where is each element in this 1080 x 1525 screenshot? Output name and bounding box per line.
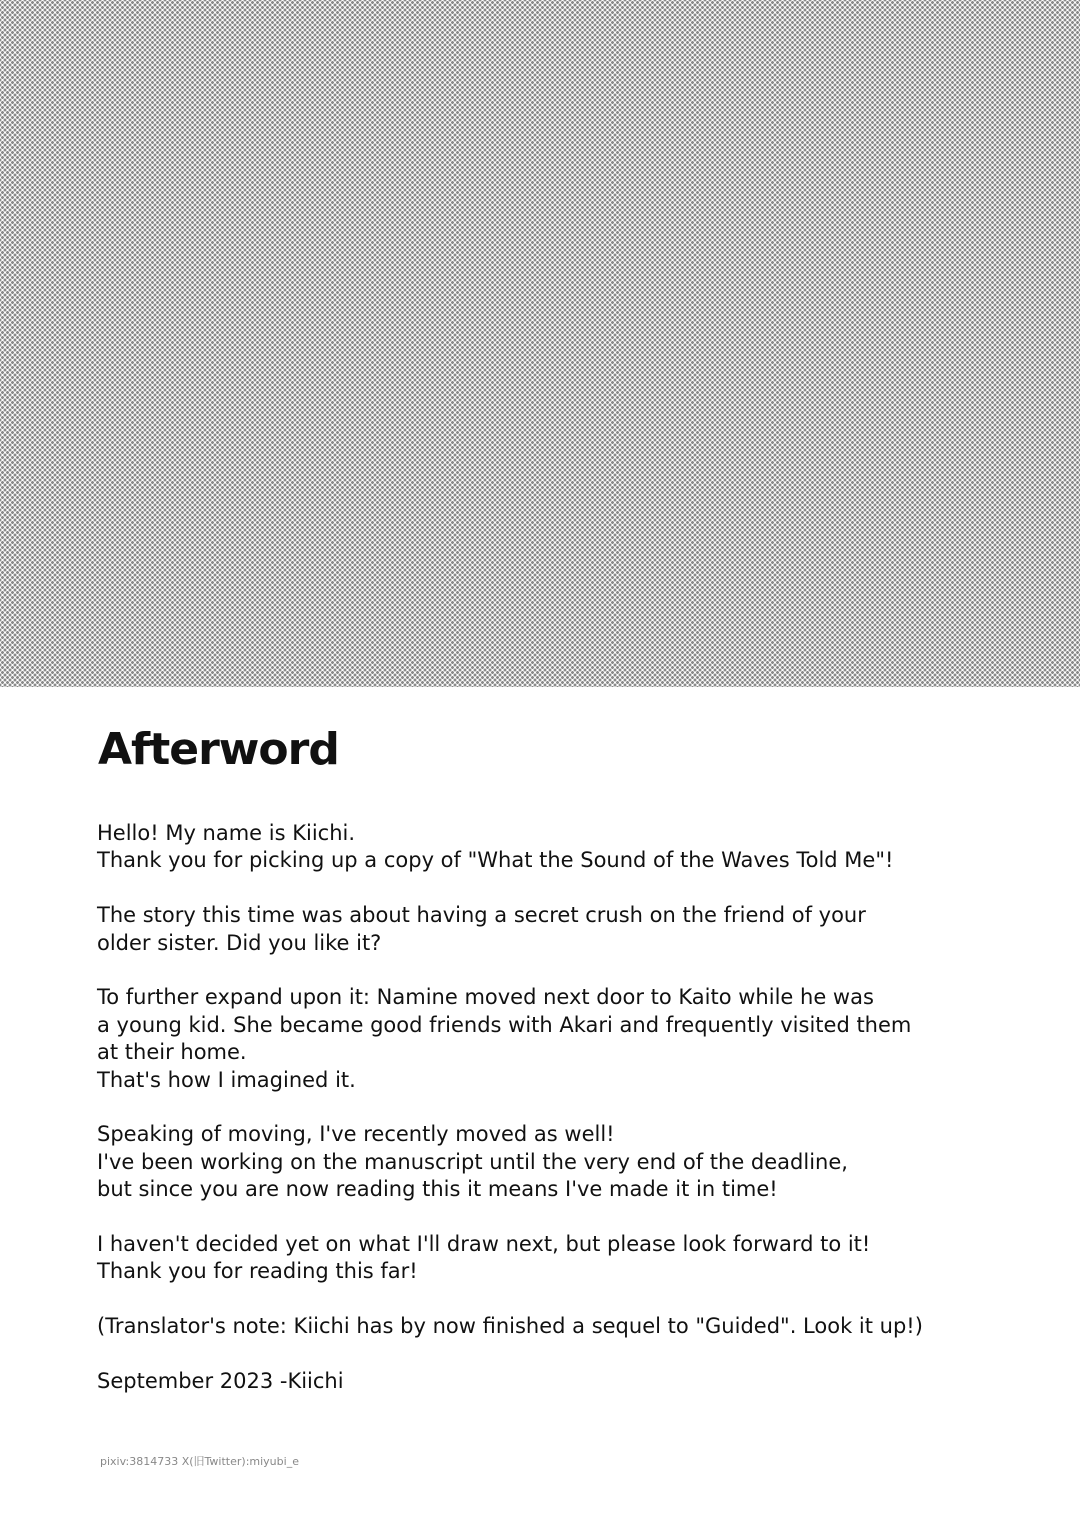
text-line: I've been working on the manuscript until the very end of the deadline, xyxy=(97,1149,848,1174)
text-line: (Translator's note: Kiichi has by now finished a sequel to "Guided". Look it up!) xyxy=(97,1314,923,1339)
paragraph xyxy=(97,1313,923,1340)
paragraph xyxy=(97,1368,923,1395)
paragraph xyxy=(97,902,923,957)
paragraph xyxy=(97,820,923,875)
text-line: older sister. Did you like it? xyxy=(97,930,382,955)
text-line: To further expand upon it: Namine moved next door to Kaito while he was xyxy=(97,985,874,1010)
halftone-screentone-panel xyxy=(0,0,1080,687)
text-line: Thank you for reading this far! xyxy=(97,1259,418,1284)
text-line: September 2023 -Kiichi xyxy=(97,1369,344,1394)
artist-credit: pixiv:3814733 X(旧Twitter):miyubi_e xyxy=(100,1455,299,1468)
paragraph xyxy=(97,984,923,1094)
afterword-body xyxy=(97,820,923,1423)
text-line: That's how I imagined it. xyxy=(97,1067,356,1092)
text-line: a young kid. She became good friends with Akari and frequently visited them xyxy=(97,1012,912,1037)
text-line: Speaking of moving, I've recently moved as well! xyxy=(97,1122,615,1147)
text-line: Thank you for picking up a copy of "What the Sound of the Waves Told Me"! xyxy=(97,848,894,873)
text-line: but since you are now reading this it means I've made it in time! xyxy=(97,1177,778,1202)
paragraph xyxy=(97,1231,923,1286)
text-line: I haven't decided yet on what I'll draw next, but please look forward to it! xyxy=(97,1232,871,1257)
text-line: at their home. xyxy=(97,1040,247,1065)
text-line: The story this time was about having a secret crush on the friend of your xyxy=(97,903,866,928)
paragraph xyxy=(97,1121,923,1203)
page-title: Afterword xyxy=(98,724,339,775)
text-line: Hello! My name is Kiichi. xyxy=(97,821,356,845)
